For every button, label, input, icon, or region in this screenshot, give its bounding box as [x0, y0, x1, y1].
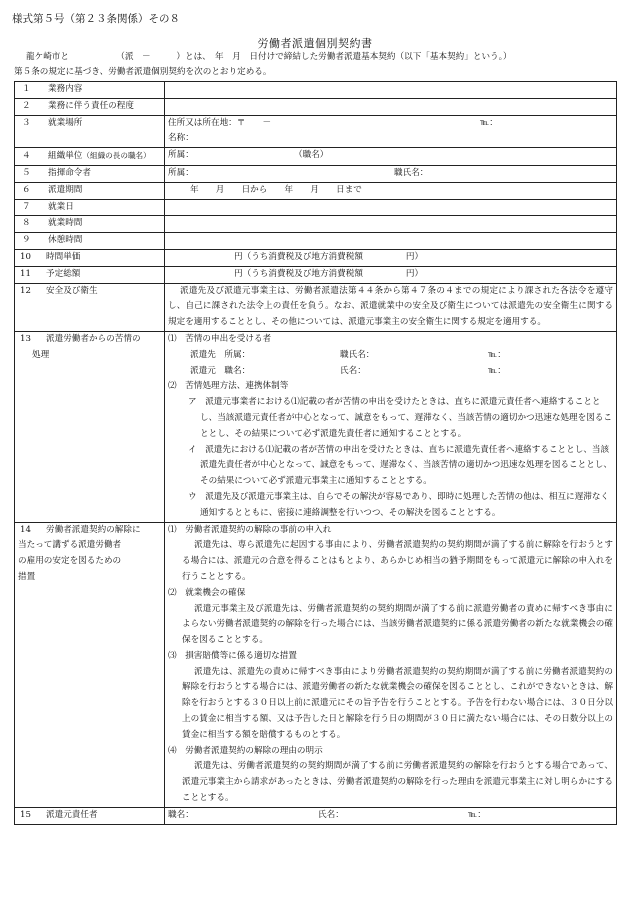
dept-label: 所属：: [168, 167, 194, 178]
row-value: [165, 98, 617, 115]
row-label: [15, 331, 165, 522]
row-value: [165, 182, 617, 199]
row-safety-health: [15, 283, 617, 331]
row-number: ２: [22, 100, 31, 111]
tel-label: ℡：: [480, 117, 498, 128]
row-number: 14: [20, 524, 31, 535]
termination-s1-text: 派遣先は、専ら派遣先に起因する事由により、労働者派遣契約の契約期間が満了する前に解除を行おうとする場合には、派遣元の合意を得ることはもとより、あらかじめ相当の猶予期間をもって派遣元に解除の申入れを行うこととする。: [182, 540, 613, 582]
contract-table: [14, 81, 617, 825]
dispatch-dest-name: 職氏名：: [340, 349, 375, 360]
row-value: [165, 115, 617, 148]
row-label: [15, 165, 165, 182]
row-value: [165, 807, 617, 824]
row-number: ６: [22, 184, 31, 195]
row-hourly-rate: [15, 249, 617, 266]
row-label-text: 労働者派遣契約の解除に: [46, 524, 141, 535]
dispatch-src-tel: ℡：: [488, 365, 506, 376]
row-number: ５: [22, 167, 31, 178]
row-supervisor: [15, 165, 617, 182]
row-value: [165, 148, 617, 166]
row-label-text: 派遣元責任者: [46, 809, 98, 820]
row-label-text: 就業日: [48, 201, 74, 212]
complaint-method-title: ⑵ 苦情処理方法、連携体制等: [168, 381, 289, 392]
row-number: １: [22, 84, 31, 94]
row-label-text: 業務内容: [48, 84, 83, 94]
row-label: [15, 249, 165, 266]
document-title: 労働者派遣個別契約書: [257, 37, 373, 50]
row-label: [15, 216, 165, 233]
row-label-text: 安全及び衛生: [46, 285, 98, 296]
termination-s2-title: ⑵ 就業機会の確保: [168, 587, 246, 598]
intro-paragraph: [14, 50, 622, 80]
intro-line-2: 第５条の規定に基づき、労働者派遣個別契約を次のとおり定める。: [14, 67, 272, 77]
dispatch-src-post: 派遣元 職名：: [190, 365, 251, 376]
row-dispatch-period: [15, 182, 617, 199]
row-label: [15, 266, 165, 283]
name-label: 名称：: [168, 133, 194, 144]
termination-s3-title: ⑶ 損害賠償等に係る適切な措置: [168, 650, 297, 661]
post-label: （職名）: [294, 150, 329, 161]
row-number: 10: [20, 251, 31, 262]
row-responsibility: [15, 98, 617, 115]
row-label: [15, 182, 165, 199]
row-label: [15, 98, 165, 115]
manager-tel: ℡：: [468, 809, 486, 820]
row-label-text: 就業場所: [48, 117, 83, 128]
row-work-days: [15, 199, 617, 216]
termination-s3-text: 派遣先は、派遣先の責めに帰すべき事由により労働者派遣契約の契約期間が満了する前に労働者派遣契約の解除を行おうとする場合には、派遣労働者の新たな就業機会の確保を図ることとし、これができないときは、解除を行おうとする３０日以上前に派遣元にその旨予告を行うこととする。予告を行わない場合には、３０日分以上の賃金に相当する額、又は予告した日と解除を行う日の期間が３０日に満たない場合には、その日数分以上の賃金に相当する額を賠償するものとする。: [182, 666, 613, 740]
row-label-text: 就業時間: [48, 218, 83, 229]
address-label: 住所又は所在地：〒 －: [168, 117, 272, 128]
row-label-note: （組織の長の職名）: [82, 151, 151, 161]
dispatch-dest-tel: ℡：: [488, 349, 506, 360]
row-value: [165, 331, 617, 522]
row-number: ９: [22, 235, 31, 246]
termination-s4-title: ⑷ 労働者派遣契約の解除の理由の明示: [168, 745, 323, 756]
row-label: [15, 115, 165, 148]
row-number: 15: [20, 809, 31, 820]
row-label-text: の雇用の安定を図るための: [18, 556, 122, 567]
row-termination-measures: [15, 522, 617, 807]
complaint-item-i: イ 派遣先における⑴記載の者が苦情の申出を受けたときは、直ちに派遣先責任者へ連絡することとし、当該派遣先責任者が中心となって、誠意をもって、遅滞なく、当該苦情の適切かつ迅速な処理を図ることとし、その結果について必ず派遣元事業主に通知することとする。: [188, 444, 612, 487]
row-label-text: 処理: [32, 349, 50, 360]
period-text: 年 月 日から 年 月 日まで: [190, 184, 362, 195]
row-value: [165, 249, 617, 266]
dispatch-dest-dept: 派遣先 所属：: [190, 349, 251, 360]
manager-name: 氏名：: [318, 809, 344, 820]
row-work-hours: [15, 216, 617, 233]
row-label: [15, 82, 165, 99]
row-label-text: 組織単位: [48, 151, 83, 162]
row-label-text: 派遣期間: [48, 184, 83, 195]
row-value: [165, 216, 617, 233]
row-number: ３: [22, 117, 31, 128]
row-label-text: 当たって講ずる派遣労働者: [18, 540, 122, 551]
complaint-item-u: ウ 派遣先及び派遣元事業主は、自らでその解決が容易であり、即時に処理した苦情の他は、相互に遅滞なく通知するとともに、密接に連絡調整を行いつつ、その解決を図ることとする。: [188, 491, 610, 518]
row-number: 11: [20, 268, 31, 279]
row-label: [15, 522, 165, 807]
row-value: [165, 266, 617, 283]
row-value: [165, 283, 617, 331]
safety-text: 派遣先及び派遣元事業主は、労働者派遣法第４４条から第４７条の４までの規定により課された各法令を遵守し、自己に課された法令上の責任を負う。なお、派遣就業中の安全及び衛生については派遣先の安全衛生に関する規定を適用することとし、その他については、派遣元事業主の安全衛生に関する規定を適用する。: [168, 285, 613, 328]
dispatch-src-name: 氏名：: [340, 365, 366, 376]
row-label: [15, 807, 165, 824]
manager-post: 職名：: [168, 809, 194, 820]
termination-s1-title: ⑴ 労働者派遣契約の解除の事前の申入れ: [168, 524, 332, 535]
row-complaint-handling: [15, 331, 617, 522]
total-text: 円（うち消費税及び地方消費税額 円）: [234, 268, 424, 279]
post-label: 職氏名：: [394, 167, 429, 178]
row-value: [165, 522, 617, 807]
row-number: ７: [22, 201, 31, 212]
row-label-text: 時間単価: [46, 251, 81, 262]
row-dispatch-manager: [15, 807, 617, 824]
row-label-text: 休憩時間: [48, 235, 83, 246]
termination-s2-text: 派遣元事業主及び派遣先は、労働者派遣契約の契約期間が満了する前に派遣労働者の責めに帰すべき事由によらない労働者派遣契約の解除を行った場合には、当該労働者派遣契約に係る派遣労働者の新たな就業機会の確保を図ることとする。: [182, 603, 613, 646]
row-value: [165, 233, 617, 250]
complaint-receiver-title: ⑴ 苦情の申出を受ける者: [168, 333, 272, 344]
row-label-text: 派遣労働者からの苦情の: [46, 333, 141, 344]
row-business-content: [15, 82, 617, 99]
row-number: ８: [22, 218, 31, 229]
row-planned-total: [15, 266, 617, 283]
row-value: [165, 199, 617, 216]
row-number: 12: [20, 285, 31, 296]
row-value: [165, 165, 617, 182]
row-label: [15, 199, 165, 216]
form-number: 様式第５号（第２３条関係）その８: [12, 13, 180, 25]
row-label-text: 業務に伴う責任の程度: [48, 100, 134, 111]
row-label-text: 予定総額: [46, 268, 81, 279]
termination-s4-text: 派遣先は、労働者派遣契約の契約期間が満了する前に労働者派遣契約の解除を行おうとする場合であって、派遣元事業主から請求があったときは、労働者派遣契約の解除を行った理由を派遣元事業主に対し明らかにすることとする。: [182, 761, 613, 804]
dept-label: 所属：: [168, 150, 194, 161]
row-number: 13: [20, 333, 31, 344]
complaint-item-a: ア 派遣元事業者における⑴記載の者が苦情の申出を受けたときは、直ちに派遣元責任者へ連絡することとし、当該派遣元責任者が中心となって、誠意をもって、遅滞なく、当該苦情の適切かつ迅速な処理を図ることとし、その結果について必ず派遣先責任者に通知することとする。: [188, 397, 612, 439]
row-workplace: [15, 115, 617, 148]
row-label-text: 措置: [18, 571, 36, 582]
row-label: [15, 233, 165, 250]
row-number: ４: [22, 151, 31, 162]
row-label-text: 指揮命令者: [48, 167, 91, 178]
row-org-unit: [15, 148, 617, 166]
row-label: [15, 148, 165, 166]
row-label: [15, 283, 165, 331]
row-break-time: [15, 233, 617, 250]
rate-text: 円（うち消費税及び地方消費税額 円）: [234, 251, 424, 262]
intro-line-1: 龍ケ崎市と （派 － ）とは、 年 月 日付けで締結した労働者派遣基本契約（以下「基本契約」という。）: [26, 52, 512, 62]
row-value: [165, 82, 617, 99]
